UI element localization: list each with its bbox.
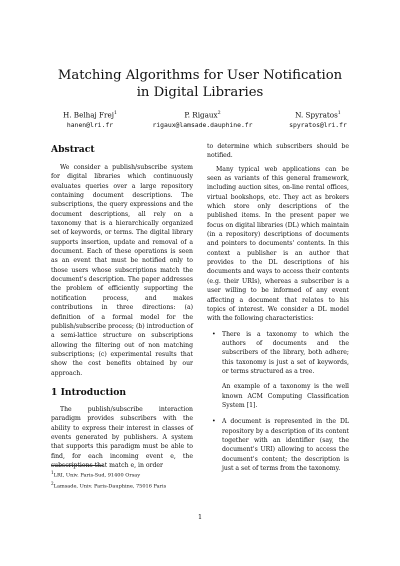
author-name: N. Spyratos: [295, 110, 338, 120]
footnote-mark: 2: [51, 481, 54, 487]
list-item-text: There is a taxonomy to which the authors of documents and the subscribers of the library, both adhere; this taxonomy is just a set of keywords, or terms structured as a tree.: [222, 330, 349, 375]
bullet-icon: •: [212, 418, 216, 426]
author-2: [140, 109, 265, 130]
author-name: P. Rigaux: [184, 110, 218, 120]
title-line-2: in Digital Libraries: [136, 85, 264, 100]
author-email: rigaux@lamsade.dauphine.fr: [152, 121, 253, 130]
right-column: [207, 142, 349, 480]
list-item-text: An example of a taxonomy is the well known ACM Computing Classification System [1].: [222, 383, 349, 409]
characteristics-list: [207, 330, 349, 474]
footnote-text: LRI, Univ. Paris-Sud, 91400 Orsay: [53, 472, 141, 479]
author-email: hanen@lri.fr: [66, 121, 114, 130]
introduction-paragraph: The publish/subscribe interaction paradigm provides subscribers with the ability to express their interest in classes of events generated by publishers. A system that supports this paradigm must be able to find, for each incoming event e, the subscriptions that match e, in order: [51, 405, 193, 469]
author-affiliation-mark: 1: [337, 111, 341, 116]
footnote-divider: [51, 465, 103, 466]
author-email: spyratos@lri.fr: [289, 121, 347, 130]
list-item: [207, 417, 349, 473]
left-column: [51, 144, 193, 470]
body-paragraph: Many typical web applications can be seen as variants of this general framework, including auction sites, on-line rental offices, virtual bookshops, etc. They act as brokers which store only descriptions of the published items. In the present paper we focus on digital libraries (DL) which maintain (in a repository) descriptions of documents and pointers to documents' contents. In this context a publisher is an author that provides to the DL descriptions of his documents and ways to access their contents (e.g. their URIs), whereas a subscriber is a user willing to be informed of any event affecting a document that relates to his topics of interest. We consider a DL model with the following characteristics:: [207, 165, 349, 323]
paper-title: [0, 67, 400, 101]
continued-paragraph: to determine which subscribers should be notified.: [207, 143, 349, 160]
list-item-text: A document is represented in the DL repository by a description of its content together with an identifier (say, the document's URI) allowing to access the document's content; the description is just a set of terms from the taxonomy.: [222, 418, 349, 472]
introduction-heading: 1 Introduction: [51, 386, 127, 398]
author-affiliation-mark: 1: [113, 111, 118, 116]
footnote-1: [51, 469, 193, 480]
bullet-icon: •: [212, 330, 216, 338]
author-name: H. Belhaj Frej: [62, 110, 114, 120]
footnotes: [51, 469, 193, 491]
author-3: [268, 109, 368, 130]
footnote-text: Lamsade, Univ. Paris-Dauphine, 75016 Paris: [53, 483, 167, 490]
author-affiliation-mark: 2: [217, 111, 221, 116]
author-1: [40, 109, 140, 130]
title-line-1: Matching Algorithms for User Notification: [57, 68, 343, 83]
page-number: 1: [197, 513, 203, 521]
abstract-heading: Abstract: [51, 144, 95, 155]
footnote-mark: 1: [51, 470, 54, 475]
footnote-2: [51, 480, 193, 491]
list-item: [207, 330, 349, 411]
abstract-text: We consider a publish/subscribe system for digital libraries which continuously evaluates queries over a large repository containing document descriptions. The subscriptions, the query expressions and the document descriptions, all rely on a taxonomy that is a hierarchically organized set of keywords, or terms. The digital library supports insertion, update and removal of a document. Each of these operations is seen as an event that must be notified only to those users whose subscriptions match the document's description. The paper addresses the problem of efficiently supporting the notification process, and makes contributions in three directions: (a) definition of a formal model for the publish/subscribe process; (b) introduction of a semi-lattice structure on subscriptions allowing the filtering out of non matching subscriptions; (c) experimental results that show the cost benefits obtained by our approach.: [51, 164, 193, 377]
